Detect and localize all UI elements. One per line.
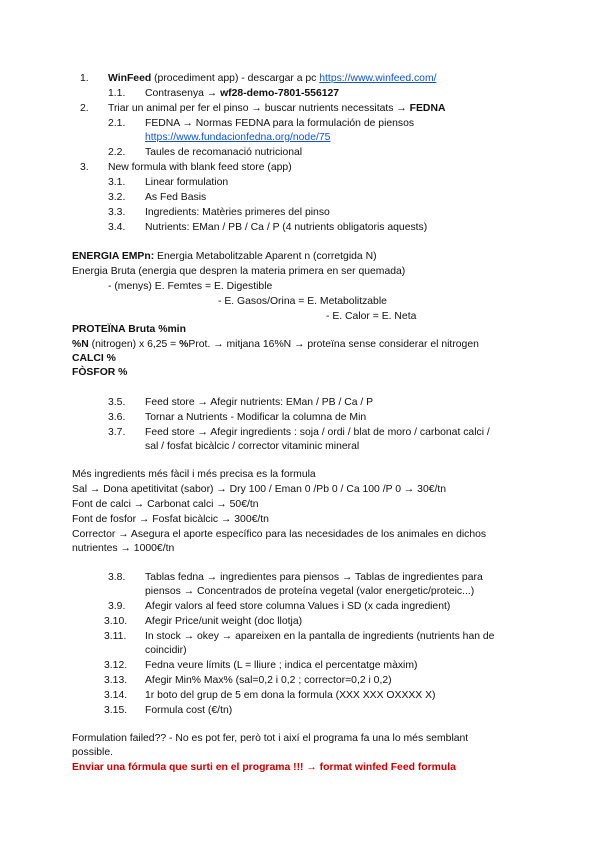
paragraph: Sal → Dona apetitivitat (sabor) → Dry 100 / Eman 0 /Pb 0 / Ca 100 /P 0 → 30€/tn [72,484,447,495]
list-item: Nutrients: EMan / PB / Ca / P (4 nutrients obligatoris aquests) [145,222,428,233]
paragraph: Corrector → Asegura el aporte específico para las necesidades de los animales en dichos [72,529,487,540]
list-item: Afegir Price/unit weight (doc llotja) [145,616,303,627]
list-number: 3.13. [104,675,128,686]
list-item: Afegir Min% Max% (sal=0,2 i 0,2 ; corrector=0,2 i 0,2) [145,675,392,686]
list-item: Tablas fedna → ingredientes para piensos → Tablas de ingredientes para [145,572,483,583]
list-item: As Fed Basis [145,192,207,203]
winfeed-link[interactable]: https://www.winfeed.com/ [319,73,437,84]
list-number: 3.9. [108,601,126,612]
list-item: Ingredients: Matèries primeres del pinso [145,207,330,218]
paragraph: Font de fosfor → Fosfat bicàlcic → 300€/tn [72,514,269,525]
paragraph: Més ingredients més fàcil i més precisa es la formula [72,469,316,480]
list-item-cont: sal / fosfat bicàlcic / corrector vitaminic mineral [145,441,360,452]
paragraph: - E. Gasos/Orina = E. Metabolitzable [218,296,387,307]
list-number: 3.10. [104,616,128,627]
list-number: 2. [80,103,89,114]
list-number: 3.15. [104,705,128,716]
list-item: Triar un animal per fer el pinso → buscar nutrients necessitats → FEDNA [108,103,446,114]
list-item-cont: piensos → Concentrados de proteína vegetal (valor energetic/proteic...) [145,586,475,597]
list-item: Formula cost (€/tn) [145,705,233,716]
list-number: 3.7. [108,427,126,438]
list-number: 3.6. [108,412,126,423]
list-item: Feed store → Afegir nutrients: EMan / PB / Ca / P [145,397,374,408]
list-item: In stock → okey → apareixen en la pantalla de ingredients (nutrients han de [145,631,495,642]
list-item: Linear formulation [145,177,229,188]
list-item: FEDNA → Normas FEDNA para la formulación de piensos [145,118,415,129]
list-item: Afegir valors al feed store columna Values i SD (x cada ingredient) [145,601,451,612]
list-number: 2.2. [108,147,126,158]
paragraph: %N (nitrogen) x 6,25 = %Prot. → mitjana 16%N → proteïna sense considerar el nitrogen [72,339,479,350]
paragraph: Energia Bruta (energia que despren la materia primera en ser quemada) [72,266,406,277]
list-item-cont: coincidir) [145,645,187,656]
paragraph: possible. [72,747,114,758]
list-number: 3.12. [104,660,128,671]
list-item: New formula with blank feed store (app) [108,162,292,173]
list-number: 3.11. [104,631,127,642]
calci-heading: CALCI % [72,353,116,364]
energia-heading: ENERGIA EMPn: Energia Metabolitzable Aparent n (corretgida N) [72,251,377,262]
list-number: 3.14. [104,690,128,701]
list-item: Feed store → Afegir ingredients : soja / ordi / blat de moro / carbonat calci / [145,427,490,438]
paragraph: nutrientes → 1000€/tn [72,543,175,554]
list-number: 3.3. [108,207,126,218]
list-number: 3.2. [108,192,126,203]
list-number: 3. [80,162,89,173]
list-number: 1. [80,73,89,84]
fosfor-heading: FÒSFOR % [72,367,128,378]
list-number: 3.5. [108,397,126,408]
paragraph: Font de calci → Carbonat calci → 50€/tn [72,499,259,510]
list-number: 1.1. [108,88,126,99]
list-item: WinFeed (procediment app) - descargar a pc https://www.winfeed.com/ [108,73,437,84]
list-number: 2.1. [108,118,126,129]
paragraph: - (menys) E. Femtes = E. Digestible [108,281,273,292]
list-number: 3.1. [108,177,126,188]
paragraph: Formulation failed?? - No es pot fer, però tot i així el programa fa una lo més semblant [72,733,469,744]
paragraph: - E. Calor = E. Neta [326,311,417,322]
highlight-note: Enviar una fórmula que surti en el programa !!! → format winfed Feed formula [72,762,456,773]
list-item: 1r boto del grup de 5 em dona la formula (XXX XXX OXXXX X) [145,690,436,701]
proteina-heading: PROTEÏNA Bruta %min [72,324,186,335]
list-number: 3.8. [108,572,126,583]
list-item: Tornar a Nutrients - Modificar la columna de Min [145,412,367,423]
fedna-link[interactable]: https://www.fundacionfedna.org/node/75 [145,132,331,143]
list-item: Taules de recomanació nutricional [145,147,303,158]
list-item: Fedna veure límits (L = lliure ; indica el percentatge màxim) [145,660,418,671]
list-item: Contrasenya → wf28-demo-7801-556127 [145,88,340,99]
list-number: 3.4. [108,222,126,233]
